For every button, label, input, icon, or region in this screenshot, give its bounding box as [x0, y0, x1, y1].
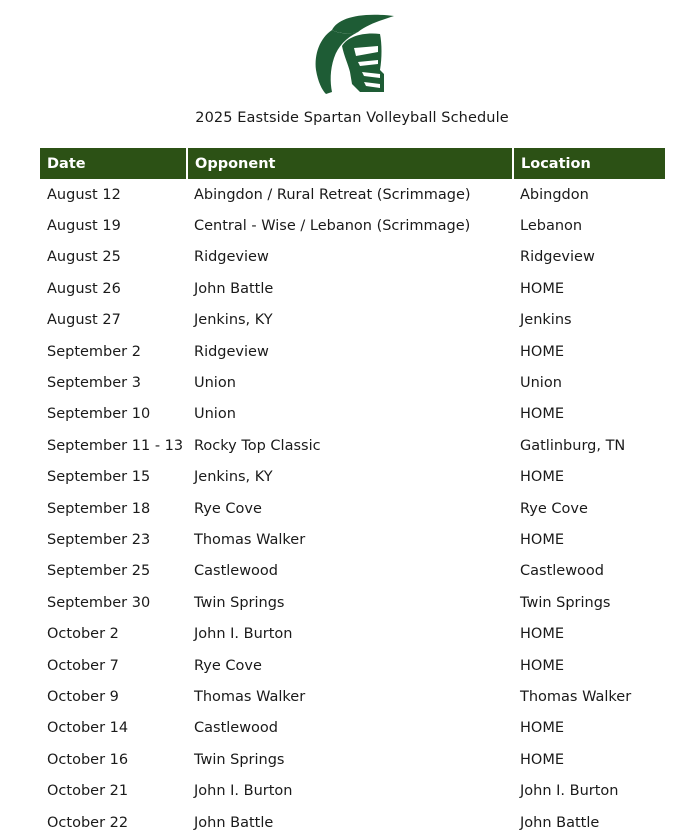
location-cell: HOME [520, 406, 564, 423]
opponent-cell: John I. Burton [194, 783, 293, 800]
date-cell: October 9 [47, 688, 119, 705]
date-cell: August 27 [47, 312, 121, 329]
header-date: Date [40, 148, 187, 179]
opponent-cell: Union [194, 406, 236, 423]
opponent-cell: John Battle [194, 280, 274, 297]
table-row [40, 273, 665, 304]
date-cell: October 2 [47, 626, 119, 643]
location-cell: Ridgeview [520, 249, 595, 266]
table-row [40, 587, 665, 618]
table-row [40, 336, 665, 367]
schedule-table [40, 148, 665, 838]
location-cell: Abingdon [520, 186, 589, 203]
table-row [40, 430, 665, 461]
location-cell: Jenkins [520, 312, 572, 329]
header-location: Location [513, 148, 665, 179]
date-cell: August 26 [47, 280, 121, 297]
opponent-cell: Abingdon / Rural Retreat (Scrimmage) [194, 186, 471, 203]
opponent-cell: John I. Burton [194, 626, 293, 643]
table-row [40, 462, 665, 493]
table-row [40, 367, 665, 398]
date-cell: August 25 [47, 249, 121, 266]
date-cell: September 11 - 13 [47, 437, 184, 454]
opponent-cell: Thomas Walker [194, 531, 306, 548]
page-title: 2025 Eastside Spartan Volleyball Schedule [195, 110, 509, 126]
opponent-cell: Rocky Top Classic [194, 437, 321, 454]
opponent-cell: Ridgeview [194, 343, 269, 360]
opponent-cell: Twin Springs [194, 751, 285, 768]
location-cell: Castlewood [520, 563, 605, 580]
location-cell: HOME [520, 531, 564, 548]
opponent-cell: Thomas Walker [194, 688, 306, 705]
date-cell: September 3 [47, 375, 141, 392]
table-row [40, 775, 665, 806]
date-cell: September 2 [47, 343, 141, 360]
spartan-helmet-icon [302, 12, 398, 96]
table-row [40, 210, 665, 241]
date-cell: October 16 [47, 751, 129, 768]
date-cell: September 23 [47, 531, 151, 548]
date-cell: October 7 [47, 657, 119, 674]
opponent-cell: Ridgeview [194, 249, 269, 266]
date-cell: August 12 [47, 186, 121, 203]
date-cell: August 19 [47, 218, 121, 235]
table-row [40, 556, 665, 587]
location-cell: Union [520, 375, 562, 392]
header-opponent: Opponent [187, 148, 513, 179]
opponent-cell: Castlewood [194, 720, 279, 737]
date-cell: October 22 [47, 814, 129, 831]
location-cell: Gatlinburg, TN [520, 437, 626, 454]
opponent-cell: Twin Springs [194, 594, 285, 611]
location-cell: HOME [520, 469, 564, 486]
opponent-cell: Rye Cove [194, 500, 262, 517]
location-cell: HOME [520, 626, 564, 643]
table-row [40, 650, 665, 681]
opponent-cell: Castlewood [194, 563, 279, 580]
opponent-cell: Jenkins, KY [194, 469, 273, 486]
table-row [40, 681, 665, 712]
location-cell: Twin Springs [520, 594, 611, 611]
table-row [40, 305, 665, 336]
location-cell: HOME [520, 720, 564, 737]
location-cell: Lebanon [520, 218, 583, 235]
date-cell: September 30 [47, 594, 151, 611]
location-cell: HOME [520, 657, 564, 674]
opponent-cell: Union [194, 375, 236, 392]
date-cell: September 18 [47, 500, 151, 517]
date-cell: September 25 [47, 563, 151, 580]
date-cell: October 21 [47, 783, 129, 800]
location-cell: Rye Cove [520, 500, 588, 517]
table-row [40, 713, 665, 744]
location-cell: John I. Burton [520, 783, 619, 800]
opponent-cell: John Battle [194, 814, 274, 831]
header-row [40, 148, 665, 179]
opponent-cell: Rye Cove [194, 657, 262, 674]
table-row [40, 618, 665, 649]
table-row [40, 524, 665, 555]
table-row [40, 744, 665, 775]
table-row [40, 807, 665, 838]
date-cell: September 15 [47, 469, 151, 486]
date-cell: September 10 [47, 406, 151, 423]
opponent-cell: Jenkins, KY [194, 312, 273, 329]
location-cell: HOME [520, 751, 564, 768]
location-cell: Thomas Walker [520, 688, 632, 705]
schedule-rows [40, 179, 665, 838]
location-cell: HOME [520, 280, 564, 297]
table-row [40, 179, 665, 210]
location-cell: HOME [520, 343, 564, 360]
location-cell: John Battle [520, 814, 600, 831]
table-row [40, 242, 665, 273]
table-row [40, 399, 665, 430]
date-cell: October 14 [47, 720, 129, 737]
opponent-cell: Central - Wise / Lebanon (Scrimmage) [194, 218, 471, 235]
table-row [40, 493, 665, 524]
